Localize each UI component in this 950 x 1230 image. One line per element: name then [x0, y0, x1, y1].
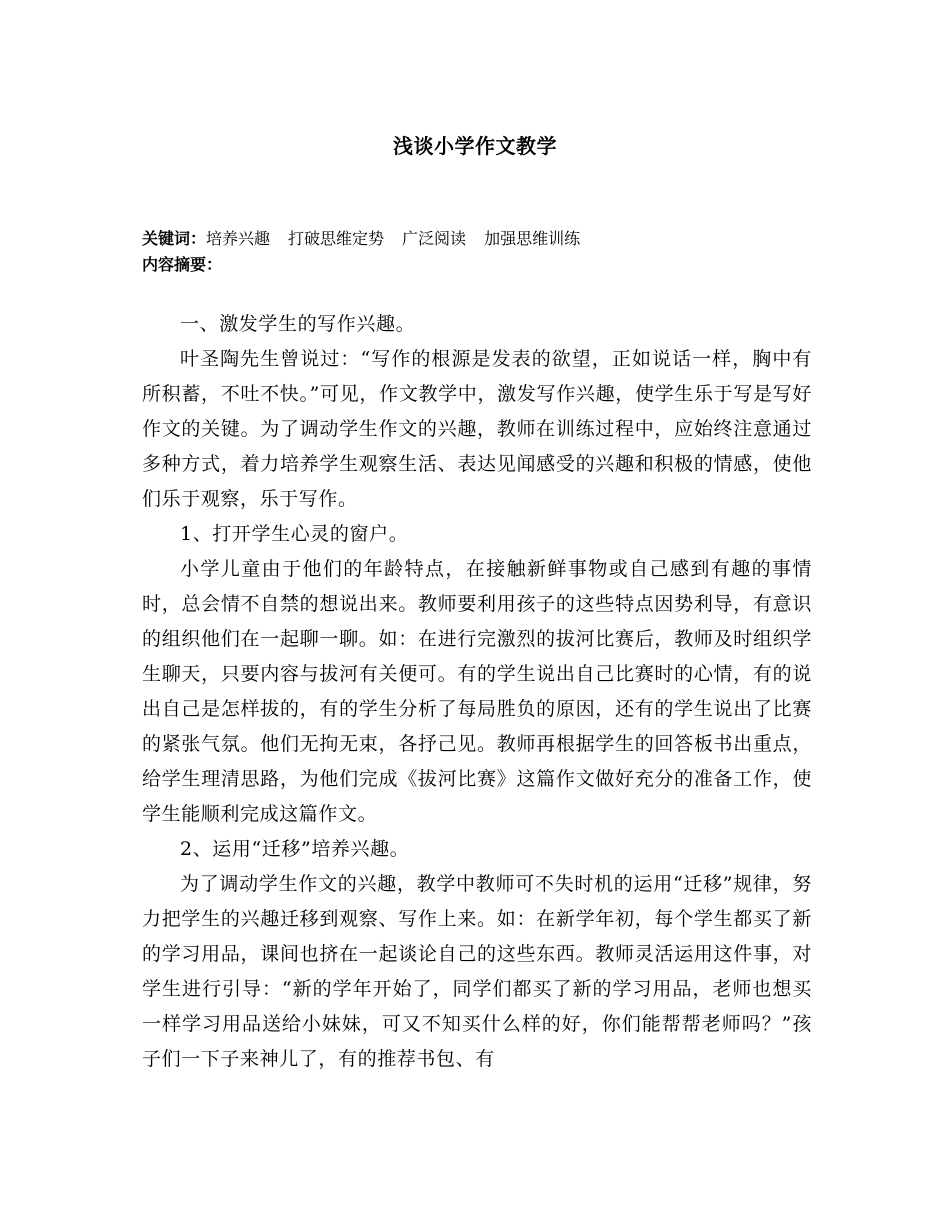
subsection-heading: 1、打开学生心灵的窗户。: [180, 523, 409, 545]
body-paragraph: 叶圣陶先生曾说过：“写作的根源是发表的欲望，正如说话一样，胸中有所积蓄，不吐不快。”可见，作文教学中，激发写作兴趣，使学生乐于写是写好作文的关键。为了调动学生作文的兴趣，教师在训练过程中，应始终注意通过多种方式，着力培养学生观察生活、表达见闻感受的兴趣和积极的情感，使他们乐于观察，乐于写作。: [142, 348, 812, 510]
keywords-label: 关键词：: [142, 229, 207, 248]
subsection-heading: 2、运用“迁移”培养兴趣。: [180, 838, 410, 860]
keyword-item: 打破思维定势: [288, 229, 385, 248]
keyword-item: 广泛阅读: [402, 229, 467, 248]
body-paragraph: 小学儿童由于他们的年龄特点，在接触新鲜事物或自己感到有趣的事情时，总会情不自禁的想说出来。教师要利用孩子的这些特点因势利导，有意识的组织他们在一起聊一聊。如：在进行完激烈的拔河比赛后，教师及时组织学生聊天，只要内容与拔河有关便可。有的学生说出自己比赛时的心情，有的说出自己是怎样拔的，有的学生分析了每局胜负的原因，还有的学生说出了比赛的紧张气氛。他们无拘无束，各抒己见。教师再根据学生的回答板书出重点，给学生理清思路，为他们完成《拔河比赛》这篇作文做好充分的准备工作，使学生能顺利完成这篇作文。: [142, 558, 812, 825]
section-heading: 一、激发学生的写作兴趣。: [180, 313, 416, 335]
document-title: 浅谈小学作文教学: [393, 134, 557, 158]
keywords-line: [142, 226, 842, 252]
abstract-line: [142, 252, 842, 278]
document-body: [142, 307, 812, 1077]
keyword-item: 加强思维训练: [484, 229, 581, 248]
abstract-label: 内容摘要：: [142, 255, 223, 274]
body-paragraph: 为了调动学生作文的兴趣，教学中教师可不失时机的运用“迁移”规律，努力把学生的兴趣迁移到观察、写作上来。如：在新学年初，每个学生都买了新的学习用品，课间也挤在一起谈论自己的这些东西。教师灵活运用这件事，对学生进行引导：“新的学年开始了，同学们都买了新的学习用品，老师也想买一样学习用品送给小妹妹，可又不知买什么样的好，你们能帮帮老师吗？”孩子们一下子来神儿了，有的推荐书包、有: [142, 873, 812, 1070]
keyword-item: 培养兴趣: [206, 229, 271, 248]
